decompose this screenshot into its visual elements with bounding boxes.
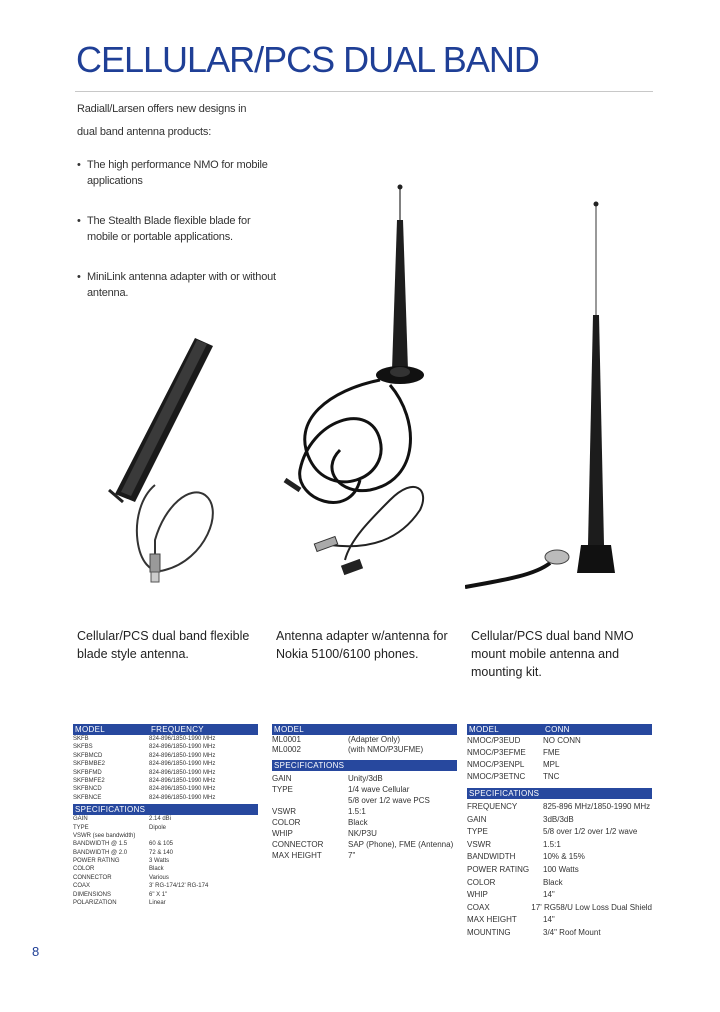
caption-adapter: Antenna adapter w/antenna for Nokia 5100/6100 phones. bbox=[276, 629, 448, 661]
table-row: GAIN 2.14 dBi bbox=[73, 816, 172, 823]
table-row: SKFBNCD 824-896/1850-1990 MHz bbox=[73, 786, 216, 793]
table-row: MOUNTING 3/4" Roof Mount bbox=[467, 927, 601, 937]
table-row: VSWR 1.5:1 bbox=[272, 807, 366, 816]
model-header: MODEL FREQUENCY bbox=[73, 724, 258, 735]
table-row: NMOC/P3ENPL MPL bbox=[467, 760, 560, 769]
bullet-icon: • bbox=[77, 215, 81, 227]
table-row: SKFBMCD 824-896/1850-1990 MHz bbox=[73, 752, 216, 759]
spec-header: SPECIFICATIONS bbox=[467, 788, 652, 799]
table-row: COAX 17' RG58/U Low Loss Dual Shield bbox=[467, 902, 652, 912]
table-row: MAX HEIGHT 14" bbox=[467, 915, 555, 925]
table-row: ML0001 (Adapter Only) bbox=[272, 735, 401, 744]
table-row: NMOC/P3EFME FME bbox=[467, 748, 560, 757]
list-item: • The Stealth Blade flexible blade for mobile or portable applications. bbox=[77, 215, 251, 243]
table-row: POWER RATING 100 Watts bbox=[467, 864, 579, 874]
table-row: COLOR Black bbox=[73, 866, 164, 873]
table-row: COLOR Black bbox=[467, 877, 563, 887]
page-title: CELLULAR/PCS DUAL BAND bbox=[76, 39, 539, 80]
table-row: NMOC/P3EUD NO CONN bbox=[467, 736, 581, 745]
bullet-icon: • bbox=[77, 271, 81, 283]
table-row: SKFBMBE2 824-896/1850-1990 MHz bbox=[73, 761, 216, 768]
table-row: POWER RATING 3 Watts bbox=[73, 858, 170, 865]
page-number: 8 bbox=[32, 944, 40, 959]
spec-header: SPECIFICATIONS bbox=[272, 760, 457, 771]
table-row: COAX 3' RG-174/12' RG-174 bbox=[73, 883, 209, 890]
table-row: CONNECTOR SAP (Phone), FME (Antenna) bbox=[272, 840, 454, 849]
table-row: MAX HEIGHT 7" bbox=[272, 851, 356, 860]
caption-nmo: Cellular/PCS dual band NMO mount mobile antenna and mounting kit. bbox=[471, 629, 634, 679]
table-row: FREQUENCY 825-896 MHz/1850-1990 MHz bbox=[467, 802, 651, 811]
table-row: VSWR 1.5:1 bbox=[467, 839, 561, 849]
table-row: BANDWIDTH @ 2.0 72 & 140 bbox=[73, 849, 174, 856]
table-row: WHIP NK/P3U bbox=[272, 829, 377, 838]
table-row: BANDWIDTH 10% & 15% bbox=[467, 852, 585, 862]
table-row: SKFBNCE 824-896/1850-1990 MHz bbox=[73, 794, 216, 801]
blade-antenna-photo bbox=[95, 330, 235, 600]
feature-list bbox=[77, 157, 277, 325]
list-item: • MiniLink antenna adapter with or without antenna. bbox=[77, 271, 276, 299]
table-row: SKFBS 824-896/1850-1990 MHz bbox=[73, 744, 216, 751]
spec-panel-blade bbox=[73, 724, 258, 907]
table-row: GAIN 3dB/3dB bbox=[467, 814, 574, 824]
list-item: • The high performance NMO for mobile applications bbox=[77, 159, 268, 187]
table-row: CONNECTOR Various bbox=[73, 874, 169, 881]
model-header: MODEL bbox=[272, 724, 457, 735]
table-row: BANDWIDTH @ 1.5 60 & 105 bbox=[73, 841, 174, 848]
table-row: COLOR Black bbox=[272, 818, 368, 827]
table-row: TYPE Dipole bbox=[73, 824, 167, 831]
spec-panel-nmo bbox=[467, 724, 652, 940]
nmo-antenna-photo bbox=[465, 195, 655, 595]
table-row: SKFB 824-896/1850-1990 MHz bbox=[73, 736, 216, 742]
adapter-antenna-photo bbox=[270, 180, 450, 580]
spec-header: SPECIFICATIONS bbox=[73, 804, 258, 815]
intro-text: Radiall/Larsen offers new designs in dual band antenna products: bbox=[77, 103, 247, 138]
spec-panel-adapter bbox=[272, 724, 457, 861]
table-row: WHIP 14" bbox=[467, 890, 555, 900]
model-header: MODEL CONN bbox=[467, 724, 652, 735]
table-row: NMOC/P3ETNC TNC bbox=[467, 772, 560, 781]
table-row: VSWR (see bandwidth) bbox=[73, 832, 136, 839]
table-row: DIMENSIONS 6" X 1" bbox=[73, 891, 168, 898]
table-row: 5/8 over 1/2 wave PCS bbox=[348, 796, 430, 805]
table-row: ML0002 (with NMO/P3UFME) bbox=[272, 745, 424, 754]
table-row: TYPE 5/8 over 1/2 over 1/2 wave bbox=[467, 827, 638, 837]
table-row: POLARIZATION Linear bbox=[73, 900, 166, 907]
table-row: SKFBMFE2 824-896/1850-1990 MHz bbox=[73, 777, 216, 784]
caption-blade: Cellular/PCS dual band flexible blade style antenna. bbox=[77, 629, 250, 661]
table-row: GAIN Unity/3dB bbox=[272, 774, 383, 783]
table-row: TYPE 1/4 wave Cellular bbox=[272, 785, 410, 794]
title-rule bbox=[75, 91, 653, 92]
bullet-icon: • bbox=[77, 159, 81, 171]
table-row: SKFBFMD 824-896/1850-1990 MHz bbox=[73, 769, 216, 776]
